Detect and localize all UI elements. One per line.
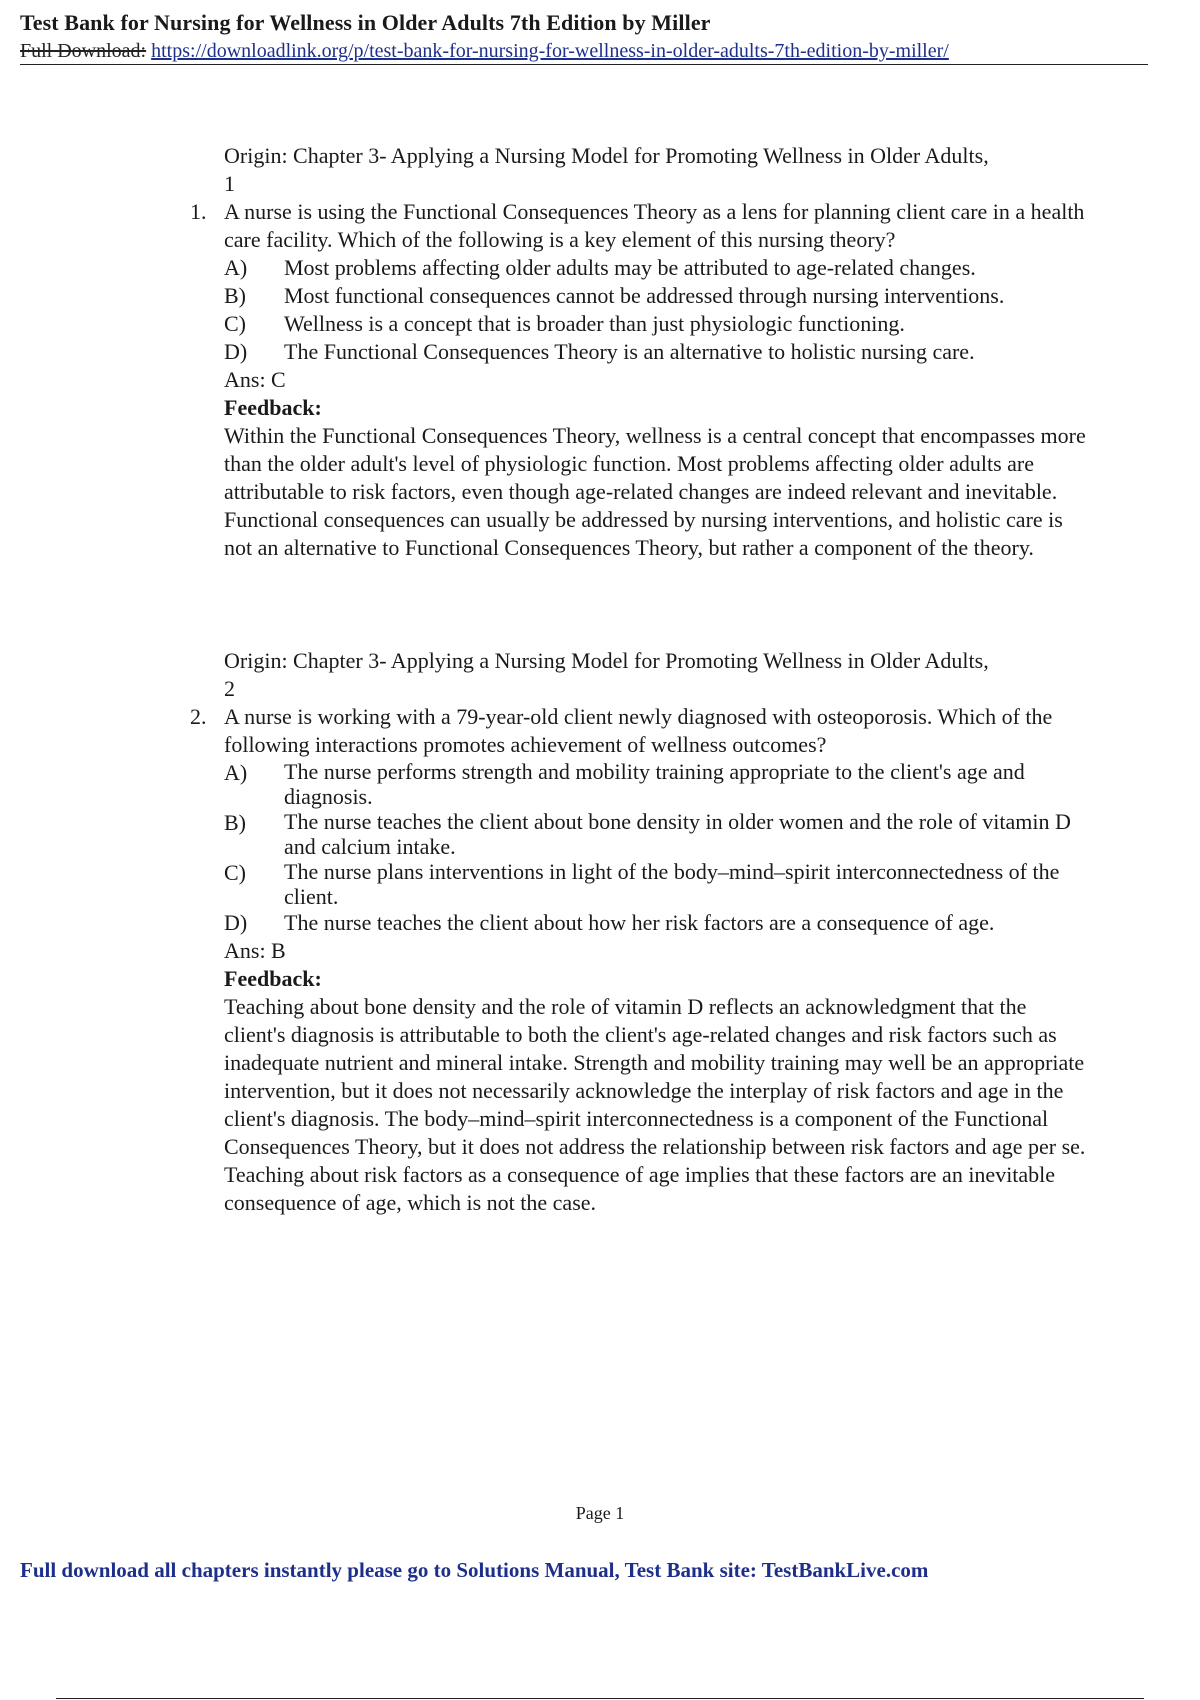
option-letter: C)	[224, 860, 246, 885]
answer-option-a	[190, 254, 1090, 282]
question-number: 2.	[190, 704, 207, 729]
question-stem	[190, 703, 1090, 759]
option-letter: C)	[224, 311, 246, 336]
question-origin: Origin: Chapter 3- Applying a Nursing Model for Promoting Wellness in Older Adults,	[224, 648, 989, 673]
download-label: Full Download:	[20, 40, 147, 62]
answer-option-c	[190, 859, 1090, 909]
question-origin: Origin: Chapter 3- Applying a Nursing Model for Promoting Wellness in Older Adults,	[224, 143, 989, 168]
option-text: Most functional consequences cannot be addressed through nursing interventions.	[284, 283, 1005, 308]
question-origin-number: 2	[224, 676, 235, 701]
option-letter: D)	[224, 339, 248, 364]
download-line	[20, 40, 1148, 65]
question-1	[190, 142, 1090, 562]
feedback-label: Feedback:	[224, 966, 322, 991]
feedback-text: Within the Functional Consequences Theory, wellness is a central concept that encompasses more than the older adult's level of physiologic function. Most problems affecting older adults are attributable to risk factors, even though age-related changes are indeed relevant and inevitable. Functional consequences can usually be addressed by nursing interventions, and holistic care is not an alternative to Functional Consequences Theory, but rather a component of the theory.	[224, 423, 1086, 560]
option-text: Wellness is a concept that is broader than just physiologic functioning.	[284, 311, 905, 336]
download-link[interactable]: https://downloadlink.org/p/test-bank-for-nursing-for-wellness-in-older-adults-7th-edition-by-miller/	[151, 40, 949, 62]
question-text: A nurse is working with a 79-year-old client newly diagnosed with osteoporosis. Which of the following interactions promotes achievement of wellness outcomes?	[224, 704, 1053, 757]
question-stem	[190, 198, 1090, 254]
option-letter: B)	[224, 283, 246, 308]
option-letter: D)	[224, 910, 248, 935]
question-origin-number: 1	[224, 171, 235, 196]
answer-key: Ans: B	[224, 938, 286, 963]
option-text: Most problems affecting older adults may be attributed to age-related changes.	[284, 255, 976, 280]
footer-promo-link[interactable]: Full download all chapters instantly please go to Solutions Manual, Test Bank site: TestBankLive.com	[20, 1558, 929, 1582]
option-letter: A)	[224, 760, 248, 785]
answer-option-d	[190, 338, 1090, 366]
answer-option-a	[190, 759, 1090, 809]
question-2	[190, 647, 1090, 1217]
option-text: The nurse performs strength and mobility training appropriate to the client's age and diagnosis.	[284, 759, 1025, 809]
question-text: A nurse is using the Functional Consequences Theory as a lens for planning client care in a health care facility. Which of the following is a key element of this nursing theory?	[224, 199, 1085, 252]
question-number: 1.	[190, 199, 207, 224]
option-letter: B)	[224, 810, 246, 835]
answer-option-c	[190, 310, 1090, 338]
option-text: The nurse plans interventions in light of the body–mind–spirit interconnectedness of the client.	[284, 859, 1060, 909]
answer-option-b	[190, 282, 1090, 310]
option-letter: A)	[224, 255, 248, 280]
option-text: The nurse teaches the client about how her risk factors are a consequence of age.	[284, 910, 995, 935]
answer-option-d	[190, 909, 1090, 937]
answer-key: Ans: C	[224, 367, 286, 392]
page-number: Page 1	[575, 1503, 625, 1523]
answer-option-b	[190, 809, 1090, 859]
option-text: The nurse teaches the client about bone density in older women and the role of vitamin D and calcium intake.	[284, 809, 1071, 859]
document-title: Test Bank for Nursing for Wellness in Older Adults 7th Edition by Miller	[20, 10, 711, 35]
option-text: The Functional Consequences Theory is an alternative to holistic nursing care.	[284, 339, 975, 364]
bottom-divider	[56, 1698, 1144, 1699]
feedback-text: Teaching about bone density and the role of vitamin D reflects an acknowledgment that the client's diagnosis is attributable to both the client's age-related changes and risk factors such as inadequate nutrient and mineral intake. Strength and mobility training may well be an appropriate intervention, but it does not necessarily acknowledge the interplay of risk factors and age in the client's diagnosis. The body–mind–spirit interconnectedness is a component of the Functional Consequences Theory, but it does not address the relationship between risk factors and age per se. Teaching about risk factors as a consequence of age implies that these factors are an inevitable consequence of age, which is not the case.	[224, 994, 1086, 1215]
feedback-label: Feedback:	[224, 395, 322, 420]
